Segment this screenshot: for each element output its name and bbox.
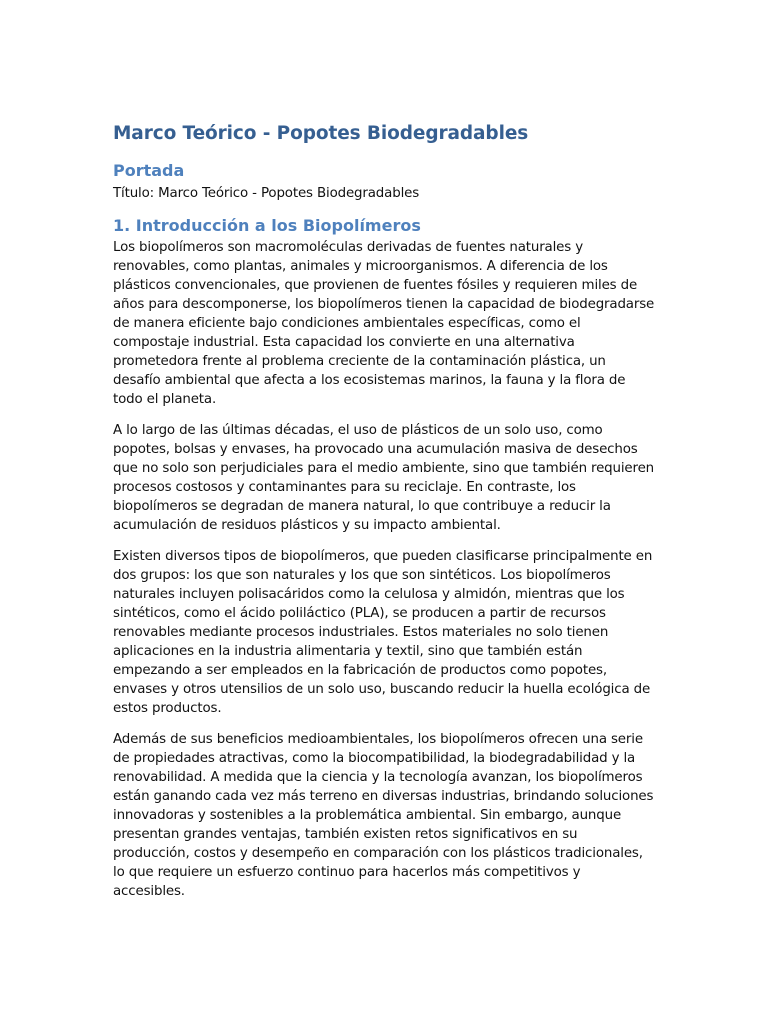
section-heading-introduccion: 1. Introducción a los Biopolímeros: [113, 216, 421, 235]
paragraph-1: Los biopolímeros son macromoléculas derivadas de fuentes naturales y renovables, como plantas, animales y microorganismos. A diferencia de los plásticos convencionales, que provienen de fuentes fósiles y requieren miles de años para descomponerse, los biopolímeros tienen la capacidad de biodegradarse de manera eficiente bajo condiciones ambientales específicas, como el compostaje industrial. Esta capacidad los convierte en una alternativa prometedora frente al problema creciente de la contaminación plástica, un desafío ambiental que afecta a los ecosistemas marinos, la fauna y la flora de todo el planeta.: [113, 240, 655, 407]
title-line: Título: Marco Teórico - Popotes Biodegradables: [113, 186, 420, 201]
document-title: Marco Teórico - Popotes Biodegradables: [113, 123, 529, 144]
portada-heading: Portada: [113, 161, 185, 180]
document-page: [113, 122, 655, 913]
paragraph-4: Además de sus beneficios medioambientales, los biopolímeros ofrecen una serie de propiedades atractivas, como la biocompatibilidad, la biodegradabilidad y la renovabilidad. A medida que la ciencia y la tecnología avanzan, los biopolímeros están ganando cada vez más terreno en diversas industrias, brindando soluciones innovadoras y sostenibles a la problemática ambiental. Sin embargo, aunque presentan grandes ventajas, también existen retos significativos en su producción, costos y desempeño en comparación con los plásticos tradicionales, lo que requiere un esfuerzo continuo para hacerlos más competitivos y accesibles.: [113, 732, 654, 899]
paragraph-2: A lo largo de las últimas décadas, el uso de plásticos de un solo uso, como popotes, bolsas y envases, ha provocado una acumulación masiva de desechos que no solo son perjudiciales para el medio ambiente, sino que también requieren procesos costosos y contaminantes para su reciclaje. En contraste, los biopolímeros se degradan de manera natural, lo que contribuye a reducir la acumulación de residuos plásticos y su impacto ambiental.: [113, 423, 655, 533]
paragraph-3: Existen diversos tipos de biopolímeros, que pueden clasificarse principalmente en dos grupos: los que son naturales y los que son sintéticos. Los biopolímeros naturales incluyen polisacáridos como la celulosa y almidón, mientras que los sintéticos, como el ácido poliláctico (PLA), se producen a partir de recursos renovables mediante procesos industriales. Estos materiales no solo tienen aplicaciones en la industria alimentaria y textil, sino que también están empezando a ser empleados en la fabricación de productos como popotes, envases y otros utensilios de un solo uso, buscando reducir la huella ecológica de estos productos.: [113, 549, 653, 716]
